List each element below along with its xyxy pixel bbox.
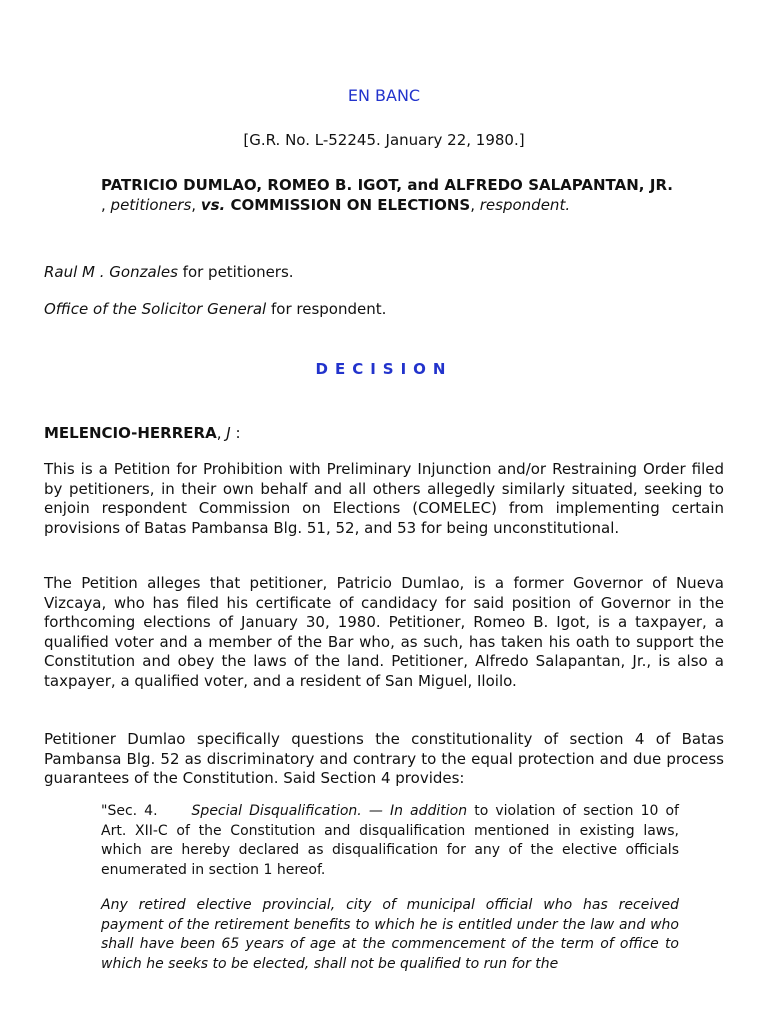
decision-heading: DECISION [315, 360, 453, 378]
petitioners-role: petitioners [110, 196, 192, 214]
ponente-colon: : [230, 424, 241, 442]
case-parties [101, 175, 673, 215]
court-division: EN BANC [347, 86, 421, 105]
ponente-title: J [226, 424, 231, 442]
respondent-counsel-suffix: for respondent. [266, 300, 387, 318]
quoted-section-4 [101, 802, 679, 880]
petitioners-counsel [44, 263, 294, 281]
ponente-separator: , [216, 424, 227, 442]
ponente-name: MELENCIO-HERRERA [44, 424, 217, 442]
body-paragraph-3: Petitioner Dumlao specifically questions the constitutionality of section 4 of Batas Pambansa Blg. 52 as discriminatory and contrary to the equal protection and due process guarantees of the Constitution. Said Section 4 provides: [44, 730, 724, 787]
respondent-counsel [44, 300, 386, 318]
quote-section-text: to violation of section 10 of Art. XII-C of the Constitution and disqualification mentioned in existing laws, which are hereby declared as disqualification for any of the elective officials enumerated in section 1 hereof. [101, 803, 679, 878]
petitioners-counsel-name: Raul M . Gonzales [44, 263, 178, 281]
versus-label: vs. [200, 196, 226, 214]
respondent-role: respondent. [479, 196, 571, 214]
case-number: [G.R. No. L-52245. January 22, 1980.] [243, 131, 525, 149]
respondent-comma: , [470, 196, 480, 214]
petitioners-separator: , [101, 196, 111, 214]
quoted-paragraph-2: Any retired elective provincial, city of municipal official who has received payment of the retirement benefits to which he is entitled under the law and who shall have been 65 years of age at the commencement of the term of office to which he seeks to be elected, shall not be qualified to run for the [101, 897, 679, 972]
quote-section-title: Special Disqualification. — In addition [191, 803, 468, 819]
ponente [44, 424, 241, 442]
respondent-counsel-name: Office of the Solicitor General [44, 300, 267, 318]
body-paragraph-2: The Petition alleges that petitioner, Patricio Dumlao, is a former Governor of Nueva Vizcaya, who has filed his certificate of candidacy for said position of Governor in the forthcoming elections of January 30, 1980. Petitioner, Romeo B. Igot, is a taxpayer, a qualified voter and a member of the Bar who, as such, has taken his oath to support the Constitution and obey the laws of the land. Petitioner, Alfredo Salapantan, Jr., is also a taxpayer, a qualified voter, and a resident of San Miguel, Iloilo. [44, 574, 724, 690]
petitioners-counsel-suffix: for petitioners. [177, 263, 294, 281]
body-paragraph-1: This is a Petition for Prohibition with Preliminary Injunction and/or Restraining Order filed by petitioners, in their own behalf and all others allegedly similarly situated, seeking to enjoin respondent Commission on Elections (COMELEC) from implementing certain provisions of Batas Pambansa Blg. 51, 52, and 53 for being unconstitutional. [44, 460, 724, 537]
petitioners-names: PATRICIO DUMLAO, ROMEO B. IGOT, and ALFREDO SALAPANTAN, JR. [101, 176, 673, 194]
parties-comma: , [191, 196, 201, 214]
quote-section-label: "Sec. 4. [101, 803, 158, 819]
respondent-name: COMMISSION ON ELECTIONS [225, 196, 471, 214]
